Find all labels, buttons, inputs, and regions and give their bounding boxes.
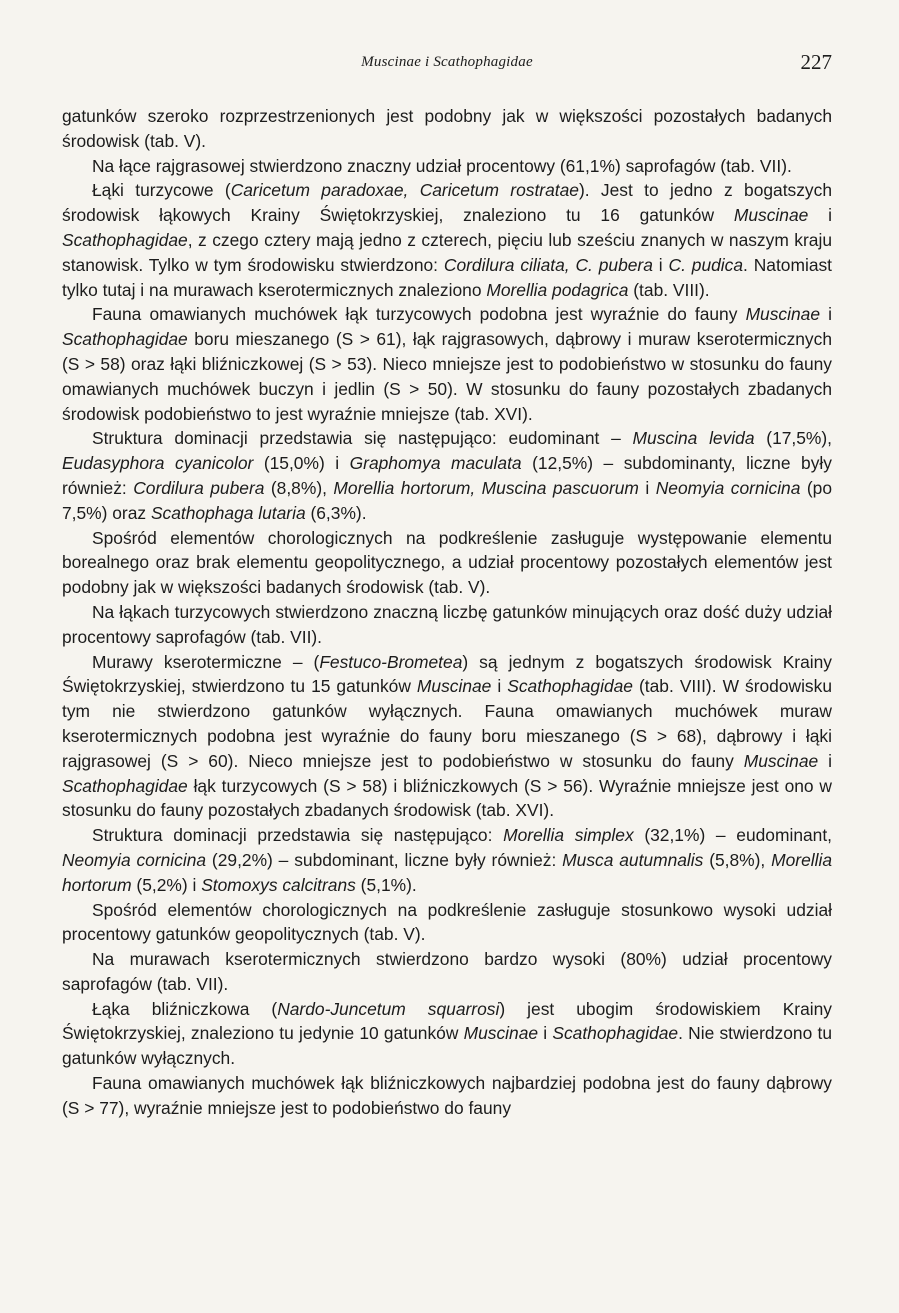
taxon-name: Morellia podagrica (486, 279, 629, 300)
text-run: Spośród elementów chorologicznych na podkreślenie zasługuje stosunkowo wysoki udział procentowy gatunków geopolitycznych (tab. V). (62, 899, 832, 945)
taxon-name: Muscina levida (632, 428, 755, 449)
text-run: , z czego cztery mają jedno z czterech, pięciu lub sześciu znanych w naszym kraju stanowisk. Tylko w tym środowisku stwierdzono: (62, 229, 832, 275)
text-run: Fauna omawianych muchówek łąk turzycowych podobna jest wyraźnie do fauny (92, 304, 746, 325)
text-run: (tab. VIII). W środowisku tym nie stwierdzono gatunków wyłącznych. Fauna omawianych muchówek muraw kserotermicznych podobna jest wyraźnie do fauny boru mieszanego (S > 68), dąbrowy i łąki rajgrasowej (S > 60). Nieco mniejsze jest to podobieństwo w stosunku do fauny (62, 676, 832, 771)
taxon-name: Neomyia cornicina (62, 849, 207, 870)
text-run: (tab. VIII). (628, 279, 710, 300)
text-run: i (652, 254, 669, 275)
taxon-name: Festuco-Brometea (319, 651, 463, 672)
paragraph (62, 526, 832, 600)
paragraph (62, 302, 832, 426)
text-run: Łąki turzycowe ( (92, 180, 231, 201)
text-run: Na łące rajgrasowej stwierdzono znaczny udział procentowy (61,1%) saprofagów (tab. VII). (92, 155, 792, 176)
paragraph (62, 650, 832, 824)
text-run: Łąka bliźniczkowa ( (92, 998, 278, 1019)
text-run: Na łąkach turzycowych stwierdzono znaczną liczbę gatunków minujących oraz dość duży udział procentowy saprofagów (tab. VII). (62, 601, 832, 647)
text-run: (5,8%), (703, 849, 772, 870)
text-run: Struktura dominacji przedstawia się następująco: (92, 825, 504, 846)
paragraph (62, 823, 832, 897)
text-run: Fauna omawianych muchówek łąk bliźniczkowych najbardziej podobna jest do fauny dąbrowy (S > 77), wyraźnie mniejsze jest to podobieństwo do fauny (62, 1073, 832, 1118)
text-run: i (808, 205, 832, 226)
taxon-name: Neomyia cornicina (655, 477, 801, 498)
paragraph (62, 898, 832, 948)
taxon-name: Scathophagidae (507, 676, 633, 697)
text-run: (8,8%), (264, 477, 334, 498)
text-run: Spośród elementów chorologicznych na podkreślenie zasługuje występowanie elementu borealnego oraz brak elementu geopolitycznego, a udział procentowy pozostałych elementów jest podobny jak w większości badanych środowisk (tab. V). (62, 527, 832, 598)
taxon-name: Morellia simplex (503, 825, 634, 846)
text-run: (15,0%) i (253, 453, 350, 474)
text-run: i (638, 477, 656, 498)
text-run: (29,2%) – subdominant, liczne były również: (206, 849, 563, 870)
taxon-name: Scathophagidae (62, 775, 188, 796)
text-run: i (491, 676, 508, 697)
taxon-name: Scathophagidae (62, 329, 188, 350)
running-title: Muscinae i Scathophagidae (361, 54, 533, 70)
taxon-name: Muscinae (463, 1023, 539, 1044)
taxon-name: Scathophagidae (552, 1023, 679, 1044)
taxon-name: Eudasyphora cyanicolor (62, 453, 254, 474)
paragraph (62, 1071, 832, 1121)
taxon-name: Morellia hortorum (62, 849, 833, 895)
taxon-name: Cordilura pubera (133, 477, 265, 498)
text-run: i (818, 750, 832, 771)
paragraph (62, 947, 832, 997)
text-run: Na murawach kserotermicznych stwierdzono bardzo wysoki (80%) udział procentowy saprofagów (tab. VII). (62, 949, 832, 994)
paragraph (62, 154, 832, 179)
taxon-name: Stomoxys calcitrans (201, 874, 356, 895)
text-run: (po 7,5%) oraz (62, 477, 833, 523)
paragraph (62, 178, 832, 302)
text-run: łąk turzycowych (S > 58) i bliźniczkowych (S > 56). Wyraźnie mniejsze jest ono w stosunku do fauny pozostałych zbadanych środowisk (tab. XVI). (62, 775, 832, 821)
text-run: Struktura dominacji przedstawia się następująco: eudominant – (92, 428, 633, 449)
taxon-name: Scathophaga lutaria (150, 502, 306, 523)
text-run: (12,5%) – subdominanty, liczne były również: (62, 453, 832, 498)
page-number: 227 (800, 50, 832, 74)
taxon-name: Muscinae (743, 750, 819, 771)
taxon-name: Muscinae (416, 676, 492, 697)
taxon-name: Musca autumnalis (562, 849, 704, 870)
text-run: ). Jest to jedno z bogatszych środowisk łąkowych Krainy Świętokrzyskiej, znaleziono tu 16 gatunków (62, 180, 832, 226)
taxon-name: C. pudica (668, 254, 744, 275)
paragraph (62, 997, 832, 1071)
text-run: Murawy kserotermiczne – ( (92, 651, 320, 672)
text-run: ) są jednym z bogatszych środowisk Krainy Świętokrzyskiej, stwierdzono tu 15 gatunków (62, 651, 832, 697)
taxon-name: Scathophagidae (62, 229, 188, 250)
text-run: boru mieszanego (S > 61), łąk rajgrasowych, dąbrowy i muraw kserotermicznych (S > 58) oraz łąki bliźniczkowej (S > 53). Nieco mniejsze jest to podobieństwo w stosunku do fauny omawianych muchówek buczyn i jedlin (S > 50). W stosunku do fauny pozostałych zbadanych środowisk podobieństwo to jest wyraźnie mniejsze (tab. XVI). (62, 329, 832, 424)
text-run: (32,1%) – eudominant, (633, 825, 833, 846)
taxon-name: Caricetum paradoxae, Caricetum rostratae (230, 180, 579, 201)
taxon-name: Muscinae (733, 205, 809, 226)
taxon-name: Morellia hortorum, Muscina pascuorum (333, 477, 639, 498)
text-run: i (820, 304, 832, 325)
text-run: (17,5%), (754, 428, 833, 449)
paragraph (62, 104, 832, 154)
page-header (62, 50, 832, 78)
paragraph (62, 600, 832, 650)
body-text (62, 104, 832, 1121)
text-run: ) jest ubogim środowiskiem Krainy Świętokrzyskiej, znaleziono tu jedynie 10 gatunków (62, 998, 832, 1044)
text-run: gatunków szeroko rozprzestrzenionych jest podobny jak w większości pozostałych badanych środowisk (tab. V). (62, 106, 832, 151)
taxon-name: Graphomya maculata (349, 453, 522, 474)
taxon-name: Nardo-Juncetum squarrosi (277, 998, 500, 1019)
taxon-name: Muscinae (745, 304, 820, 325)
text-run: i (538, 1023, 553, 1044)
text-run: . Nie stwierdzono tu gatunków wyłącznych. (62, 1023, 832, 1069)
text-run: (5,2%) i (131, 874, 202, 895)
taxon-name: Cordilura ciliata, C. pubera (443, 254, 653, 275)
text-run: . Natomiast tylko tutaj i na murawach kserotermicznych znaleziono (62, 254, 833, 300)
text-run: (5,1%). (355, 874, 417, 895)
paragraph (62, 426, 832, 525)
text-run: (6,3%). (305, 502, 367, 523)
